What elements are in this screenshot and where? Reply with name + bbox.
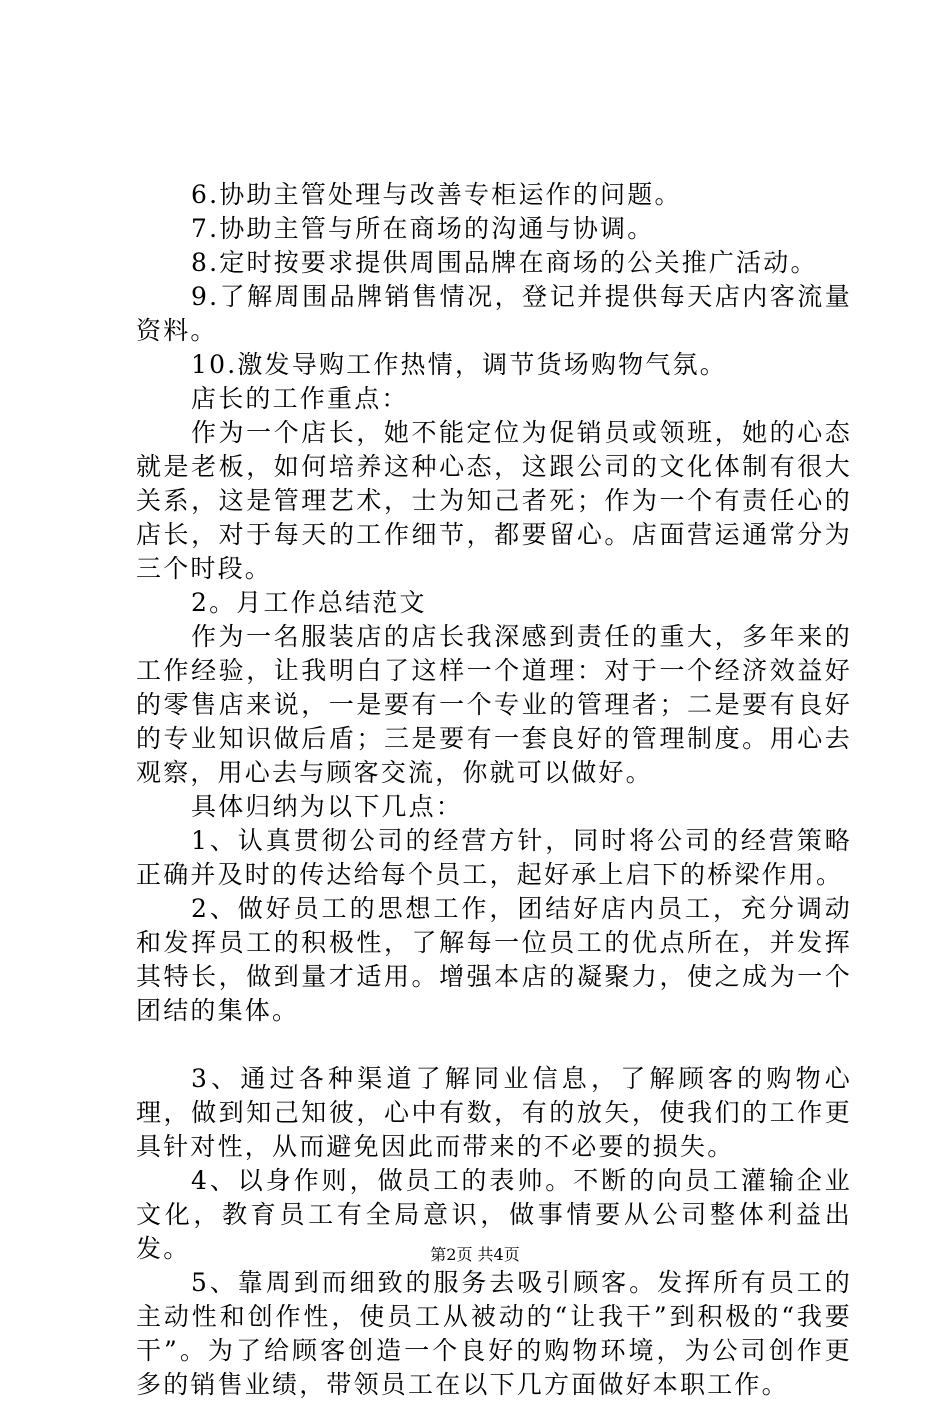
section-heading-monthly-summary: 2。月工作总结范文 [191,588,427,617]
paragraph-item-10: 10.激发导购工作热情，调节货场购物气氛。 [191,350,727,379]
paragraph-store-manager-experience: 作为一名服装店的店长我深感到责任的重大，多年来的工作经验，让我明白了这样一个道理：对于一个经济效益好的零售店来说，一是要有一个专业的管理者；二是要有良好的专业知识做后盾；三是要有一套良好的管理制度。用心去观察，用心去与顾客交流，你就可以做好。 [136,622,852,787]
paragraph-item-6: 6.协助主管处理与改善专柜运作的问题。 [191,180,682,209]
paragraph-item-8: 8.定时按要求提供周围品牌在商场的公关推广活动。 [191,248,818,277]
section-heading-manager-focus: 店长的工作重点： [191,384,409,413]
summary-point-5: 5、靠周到而细致的服务去吸引顾客。发挥所有员工的主动性和创作性，使员工从被动的“让我干”到积极的“我要干”。为了给顾客创造一个良好的购物环境，为公司创作更多的销售业绩，带领员工在以下几方面做好本职工作。 [136,1268,852,1399]
summary-point-2: 2、做好员工的思想工作，团结好店内员工，充分调动和发挥员工的积极性，了解每一位员工的优点所在，并发挥其特长，做到量才适用。增强本店的凝聚力，使之成为一个团结的集体。 [136,894,852,1025]
section-heading-summary-points: 具体归纳为以下几点： [191,792,464,821]
summary-point-4: 4、以身作则，做员工的表帅。不断的向员工灌输企业文化，教育员工有全局意识，做事情要从公司整体利益出发。 [136,1166,852,1263]
document-body [136,178,852,1402]
summary-point-3: 3、通过各种渠道了解同业信息，了解顾客的购物心理，做到知己知彼，心中有数，有的放矢，使我们的工作更具针对性，从而避免因此而带来的不必要的损失。 [136,1064,852,1161]
paragraph-spacer [136,1028,852,1062]
paragraph-item-7: 7.协助主管与所在商场的沟通与协调。 [191,214,655,243]
paragraph-manager-role: 作为一个店长，她不能定位为促销员或领班，她的心态就是老板，如何培养这种心态，这跟公司的文化体制有很大关系，这是管理艺术，士为知己者死；作为一个有责任心的店长，对于每天的工作细节，都要留心。店面营运通常分为三个时段。 [136,418,852,583]
paragraph-item-9: 9.了解周围品牌销售情况，登记并提供每天店内客流量资料。 [136,282,852,345]
page-number-footer: 第2页 共4页 [430,1245,520,1264]
summary-point-1: 1、认真贯彻公司的经营方针，同时将公司的经营策略正确并及时的传达给每个员工，起好承上启下的桥梁作用。 [136,826,852,889]
